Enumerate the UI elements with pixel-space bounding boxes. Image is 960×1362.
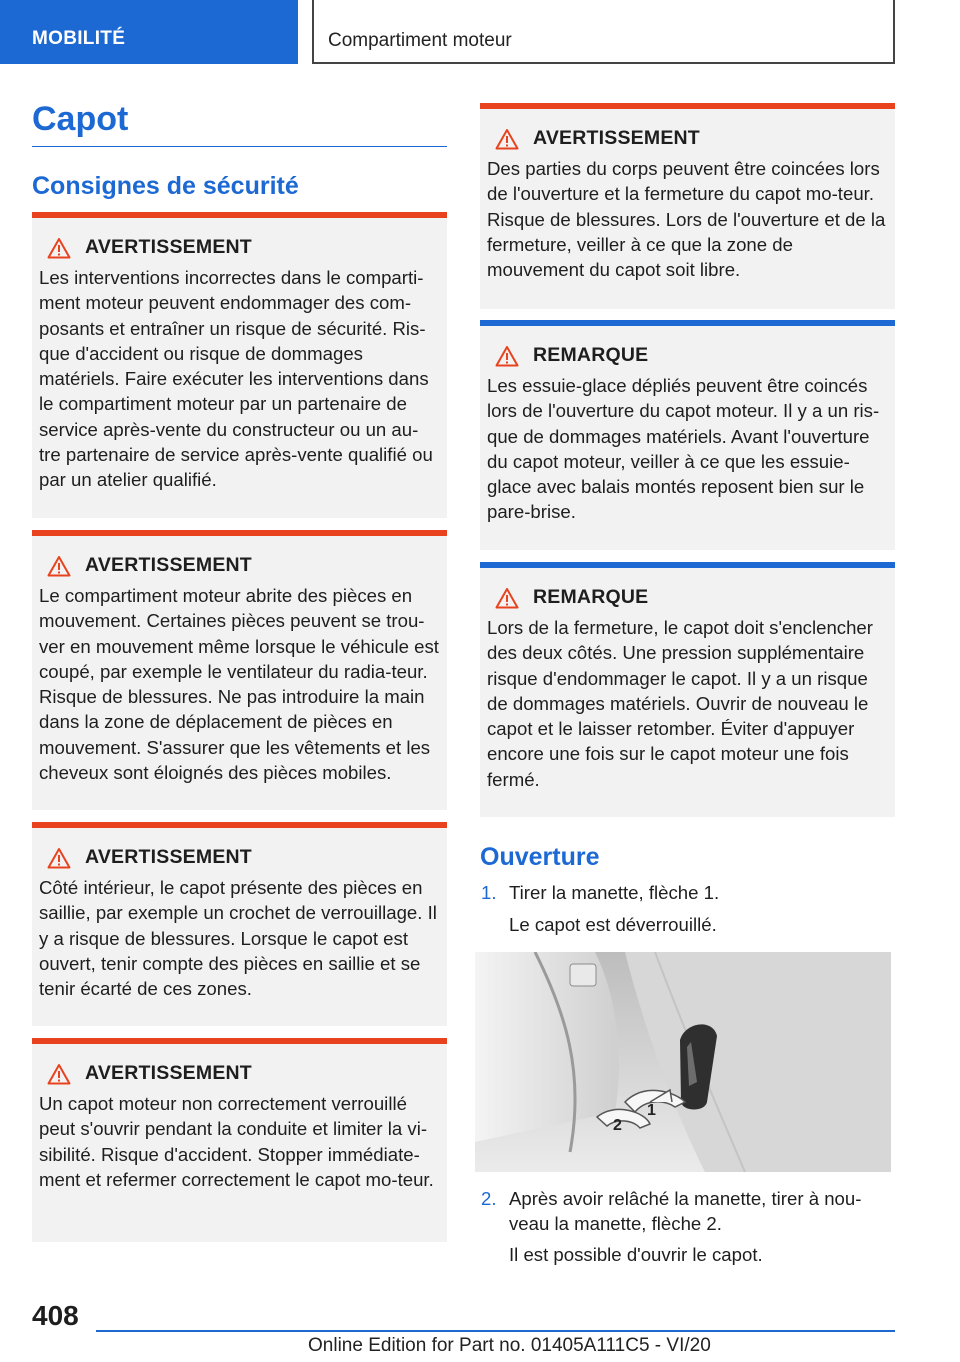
notice-text: Côté intérieur, le capot présente des pièces en saillie, par exemple un crochet de verrouillage. Il y a risque de blessures. Lorsque le capot est ouvert, tenir compte des pièces en saillie et se tenir écarté de ces zones. — [39, 877, 437, 1000]
section-title: Compartiment moteur — [312, 0, 895, 64]
step-text: Après avoir relâché la manette, tirer à nou‐veau la manette, flèche 2. — [509, 1188, 862, 1235]
warning-triangle-icon — [495, 128, 519, 150]
notice-box — [32, 530, 447, 810]
hood-release-illustration — [475, 952, 891, 1172]
opening-heading: Ouverture — [480, 843, 600, 871]
chapter-tab: MOBILITÉ — [0, 0, 298, 64]
warning-triangle-icon — [495, 587, 519, 609]
page-title: Capot — [32, 100, 129, 138]
page-number: 408 — [32, 1300, 79, 1331]
notice-text: Lors de la fermeture, le capot doit s'enclencher des deux côtés. Une pression supplémentaire risque d'endommager le capot. Il y a un risque de dommages matériels. Ouvrir de nouveau le capot et le laisser retomber. Éviter d'appuyer encore une fois sur le capot moteur une fois fermé. — [487, 617, 873, 790]
warning-triangle-icon — [47, 1063, 71, 1085]
step-result: Le capot est déverrouillé. — [509, 914, 717, 935]
hood-release-lever-image — [475, 952, 891, 1172]
notice-box — [480, 320, 895, 550]
notice-text: Un capot moteur non correctement verrouillé peut s'ouvrir pendant la conduite et limiter la vi‐sibilité. Risque d'accident. Stopper immédiate‐ment et refermer correctement le capot mo‐teur. — [39, 1093, 434, 1190]
notice-title: AVERTISSEMENT — [85, 554, 252, 576]
notice-text: Les essuie-glace dépliés peuvent être coincés lors de l'ouverture du capot moteur. Il y a un ris‐que de dommages matériels. Avant l'ouverture du capot moteur, veiller à ce que les essuie-glace avec balais montés reposent bien sur le pare-brise. — [487, 375, 880, 523]
notice-box — [480, 562, 895, 817]
title-divider — [32, 146, 447, 147]
warning-triangle-icon — [47, 847, 71, 869]
footer-divider — [96, 1330, 895, 1332]
notice-title: AVERTISSEMENT — [85, 1062, 252, 1084]
step-number: 1. — [481, 882, 497, 903]
notice-text: Le compartiment moteur abrite des pièces en mouvement. Certaines pièces peuvent se trou‐ver en mouvement même lorsque le véhicule est coupé, par exemple le ventilateur du radia‐teur. Risque de blessures. Ne pas introduire la main dans la zone de déplacement de pièces en mouvement. S'assurer que les vêtements et les cheveux sont éloignés des pièces mobiles. — [39, 585, 439, 784]
step-number: 2. — [481, 1188, 497, 1209]
notice-title: REMARQUE — [533, 586, 649, 608]
arrow-label: 1 — [647, 1102, 656, 1119]
notice-title: AVERTISSEMENT — [533, 127, 700, 149]
notice-title: REMARQUE — [533, 344, 649, 366]
notice-box — [32, 1038, 447, 1242]
notice-box — [480, 103, 895, 309]
notice-title: AVERTISSEMENT — [85, 236, 252, 258]
warning-triangle-icon — [47, 555, 71, 577]
arrow-label: 2 — [613, 1117, 622, 1134]
notice-box — [32, 212, 447, 518]
step-result: Il est possible d'ouvrir le capot. — [509, 1244, 763, 1265]
notice-text: Des parties du corps peuvent être coincées lors de l'ouverture et la fermeture du capot mo‐teur. Risque de blessures. Lors de l'ouverture et de la fermeture, veiller à ce que la zone de mouvement du capot soit libre. — [487, 158, 886, 281]
notice-box — [32, 822, 447, 1026]
step-text: Tirer la manette, flèche 1. — [509, 882, 720, 903]
safety-heading: Consignes de sécurité — [32, 172, 299, 200]
warning-triangle-icon — [47, 237, 71, 259]
notice-text: Les interventions incorrectes dans le comparti‐ment moteur peuvent endommager des com‐posants et entraîner un risque de sécurité. Ris‐que d'accident ou risque de dommages matériels. Faire exécuter les interventions dans le compartiment moteur par un partenaire de service après-vente du constructeur ou un au‐tre partenaire de service après-vente qualifié ou par un atelier qualifié. — [39, 267, 433, 491]
footer-edition: Online Edition for Part no. 01405A111C5 - VI/20 — [308, 1335, 711, 1356]
step-2 — [481, 1186, 895, 1237]
step-1 — [481, 880, 895, 905]
warning-triangle-icon — [495, 345, 519, 367]
notice-title: AVERTISSEMENT — [85, 846, 252, 868]
